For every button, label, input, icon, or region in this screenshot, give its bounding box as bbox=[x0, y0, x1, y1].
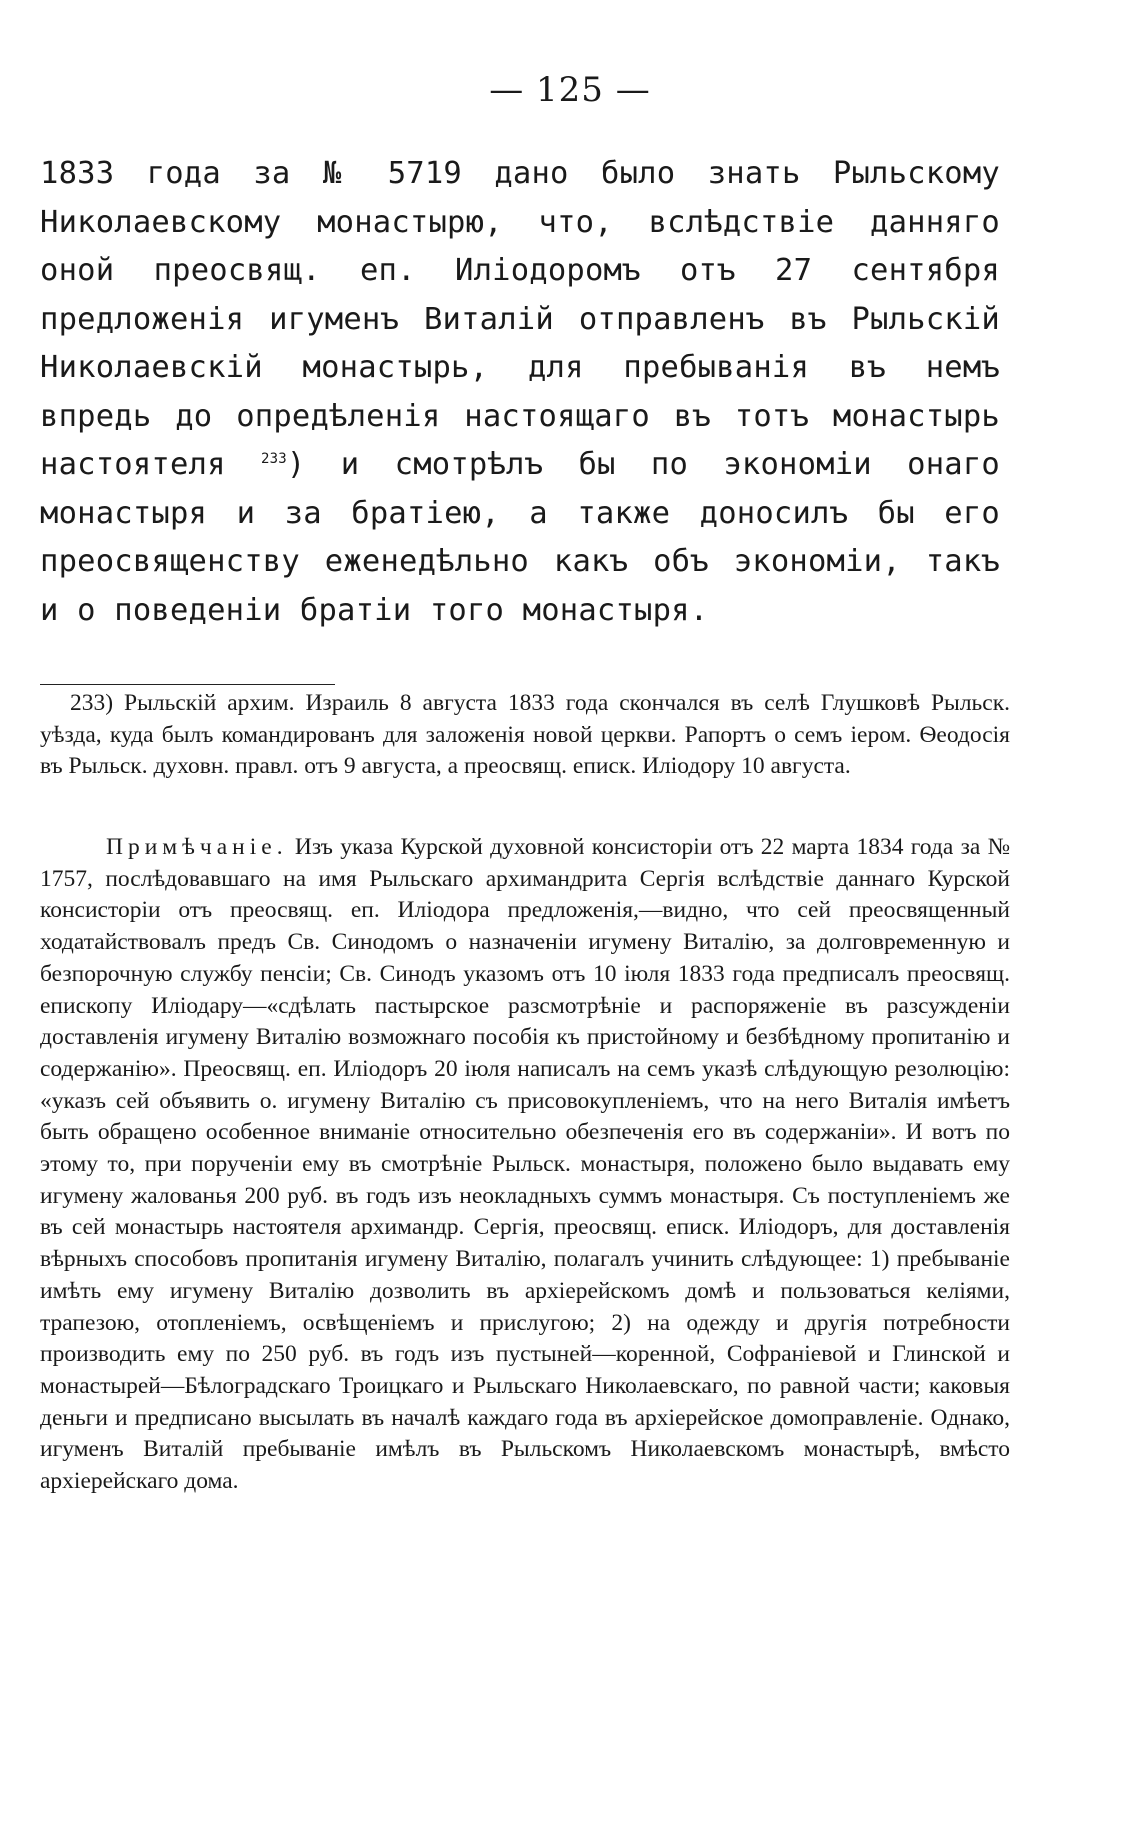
footnote-text: Рыльскій архим. Израиль 8 августа 1833 года скончался въ селѣ Глушковѣ Рыльск. уѣзда, куда былъ командированъ для заложенія новой церкви. Рапортъ о семъ іером. Ѳеодосія въ Рыльск. духовн. правл. отъ 9 августа, а преосвящ. епиcк. Иліодору 10 августа. bbox=[40, 690, 1010, 780]
page-number: — 125 — bbox=[489, 70, 651, 110]
footnote-number: 233) bbox=[70, 690, 114, 716]
main-text-part-1: 1833 года за № 5719 дано было знать Рыльскому Николаевскому монастырю, что, вслѣдствіе данняго оной преосвящ. еп. Иліодоромъ отъ 27 сентября предложенія игуменъ Виталій отправленъ въ Рыльскій Николаевскій монастырь, для пребыванія въ немъ впредь до опредѣленія настоящаго въ тотъ монастырь настоятеля bbox=[40, 156, 1000, 482]
note-text: Изъ указа Курской духовной консисторіи отъ 22 марта 1834 года за № 1757, послѣдовавшаго на имя Рыльскаго архимандрита Сергія вслѣдствіе даннаго Курской консисторіи отъ преосвящ. еп. Иліодора предложенія,—видно, что сей преосвященный ходатайствовалъ предъ Св. Синодомъ о назначеніи игумену Виталію, за долговременную и безпорочную службу пенсіи; Св. Синодъ указомъ отъ 10 іюля 1833 года предписалъ преосвящ. епископу Иліодару—«сдѣлать пастырское разсмотрѣніе и распоряженіе въ разсужденіи доставленія игумену Виталію возможнаго пособія къ пристойному и безбѣдному пропитанію и содержанію». Преосвящ. еп. Иліодоръ 20 іюля написалъ на семъ указѣ слѣдующую резолюцію: «указъ сей объявить о. игумену Виталію съ присовокупленіемъ, что на него Виталія имѣетъ быть обращено особенное вниманіе относительно обезпеченія его въ содержаніи». И вотъ по этому то, при порученіи ему въ смотрѣніе Рыльск. монастыря, положено было выдавать ему игумену жалованья 200 руб. въ годъ изъ неокладныхъ суммъ монастыря. Съ поступленіемъ же въ сей монастырь настоятеля архимандр. Сергія, преосвящ. еписк. Иліодоръ, для доставленія вѣрныхъ способовъ пропитанія игумену Виталію, полагалъ учинить слѣдующее: 1) пребываніе имѣть ему игумену Виталію дозволить въ архіерейскомъ домѣ и пользоваться келіями, трапезою, отопленіемъ, освѣщеніемъ и прислугою; 2) на одежду и другія потребности производить ему по 250 руб. въ годъ изъ пустыней—коренной, Софраніевой и Глинской и монастырей—Бѣлоградскаго Троицкаго и Рыльскаго Николаевскаго, по равной части; каковыя деньги и предписано высылать въ началѣ каждаго года въ архіерейское домоправленіе. Однако, игуменъ Виталій пребываніе имѣлъ въ Рыльскомъ Николаевскомъ монастырѣ, вмѣсто архіерейскаго дома. bbox=[40, 834, 1011, 1495]
main-paragraph bbox=[40, 150, 1000, 635]
main-text-part-2: ) и смотрѣлъ бы по экономіи онаго монастыря и за братіею, а также доносилъ бы его преосвященству еженедѣльно какъ объ экономіи, такъ и о поведеніи братіи того монастыря. bbox=[40, 447, 1000, 628]
footnote-reference[interactable]: 233 bbox=[260, 450, 287, 467]
footnote-separator bbox=[40, 684, 335, 685]
note-heading: Примѣчаніе. bbox=[106, 834, 288, 860]
note-paragraph bbox=[40, 832, 1010, 1498]
footnote bbox=[40, 688, 1010, 783]
